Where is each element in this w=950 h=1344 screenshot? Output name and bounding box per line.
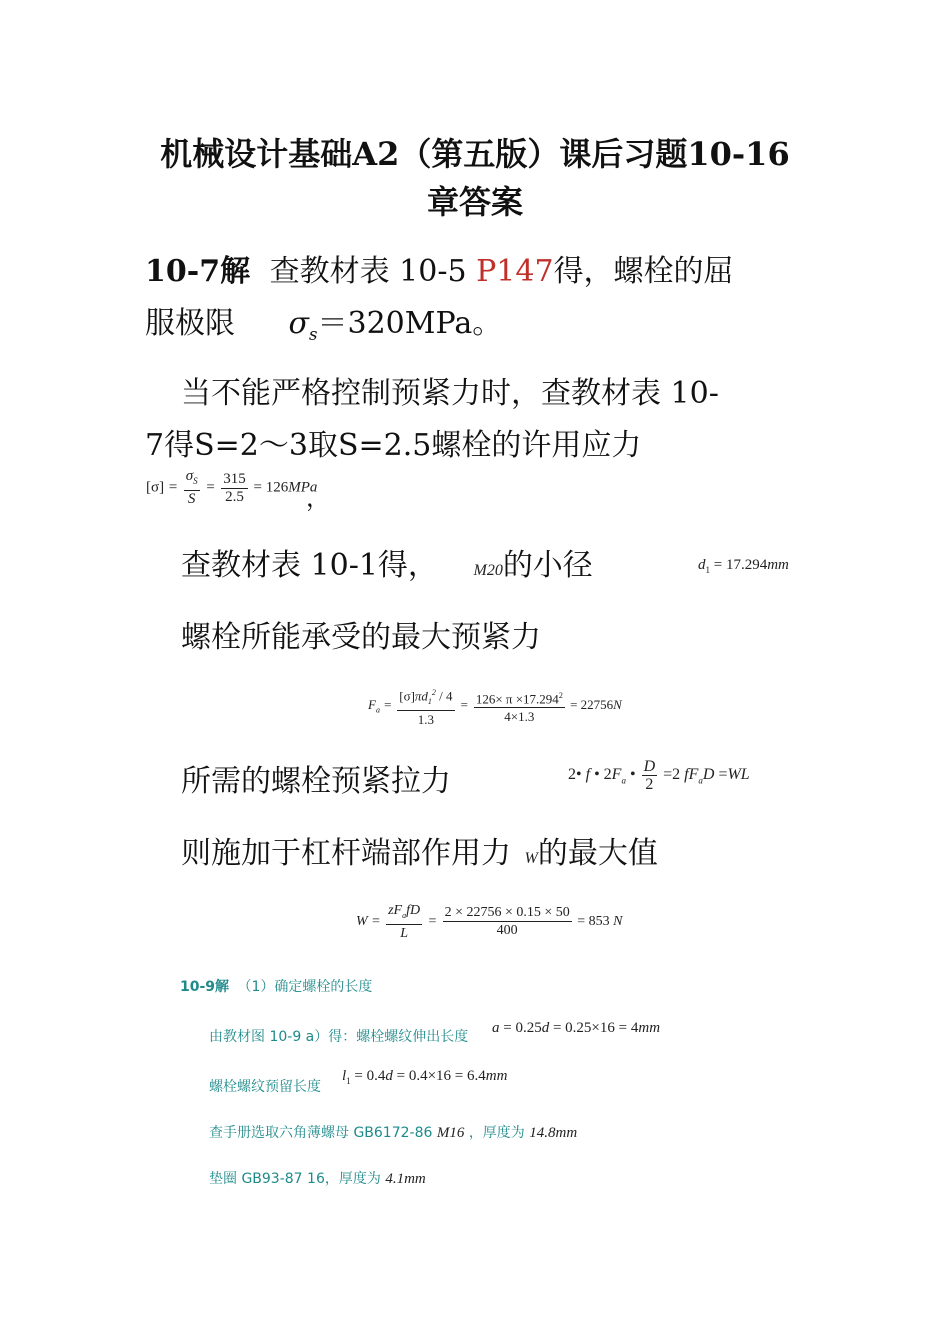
d1-formula: $d_1 = 17.294mm$ [698, 557, 789, 575]
force-w-formula: W = $\frac{zF_afD}{L}$ = $\frac{2 \times 22756 \times 0.15 \times 50}{400}$ = 853 N [356, 903, 623, 941]
nut-selection-text [209, 1122, 577, 1142]
title-line-1: 机械设计基础A2（第五版）课后习题10-16 [160, 135, 790, 173]
nut-selection-label: 查手册选取六角薄螺母 GB6172-86 [209, 1125, 433, 1141]
m16-symbol: M16 [436, 1125, 465, 1141]
thread-extension-formula: a = 0.25d = 0.25×16 = 4mm [492, 1020, 661, 1036]
nut-thickness-label: ，厚度为 [468, 1125, 525, 1141]
m20-text: 查教材表 10-1得， [181, 548, 438, 583]
problem-10-7 [145, 246, 825, 361]
allowable-line-2: 7得S=2～3取S=2.5螺栓的许用应力 [145, 428, 642, 463]
washer-label: 垫圈 GB93-87 16，厚度为 [209, 1171, 381, 1187]
sigma-s-value: ＝320MPa。 [317, 306, 503, 341]
m20-symbol: M20 [473, 562, 503, 579]
allowable-stress-paragraph [145, 368, 825, 472]
problem-10-9-header [180, 976, 372, 996]
document-title [120, 130, 830, 226]
force-w-paragraph [181, 828, 658, 885]
washer-thickness-value: 4.1mm [385, 1171, 426, 1187]
problem-10-9-step: （1）确定螺栓的长度 [237, 979, 373, 995]
allowable-stress-formula: [σ] = $\frac{\sigma_S}{S}$ = $\frac{315}{2.5}$ = 126MPa [146, 468, 318, 507]
comma: ， [306, 484, 330, 512]
nut-thickness-value: 14.8mm [529, 1125, 578, 1141]
yield-limit-label: 服极限 [145, 306, 235, 341]
problem-10-7-label: 10-7解 [145, 254, 251, 289]
max-preload-text: 螺栓所能承受的最大预紧力 [181, 620, 541, 655]
allowable-line-1: 当不能严格控制预紧力时，查教材表 10- [181, 376, 719, 411]
thread-reserve-formula: $l_1 = 0.4d = 0.4\times 16 = 6.4mm$ [342, 1068, 508, 1086]
m20-text-2: 的小径 [502, 548, 593, 583]
sigma-s-symbol: $\sigma_s$ [288, 306, 318, 344]
problem-10-9-label: 10-9解 [180, 979, 230, 995]
title-line-2: 章答案 [426, 183, 523, 221]
thread-extension-text: 由教材图 10-9 a）得：螺栓螺纹伸出长度 [209, 1029, 469, 1045]
problem-10-7-text-2: 得，螺栓的屈 [553, 254, 734, 289]
problem-10-7-text: 查教材表 10-5 [269, 254, 477, 289]
thread-reserve-text: 螺栓螺纹预留长度 [209, 1079, 321, 1095]
page-ref: P147 [476, 254, 554, 289]
m20-paragraph [181, 540, 593, 597]
required-preload-formula: 2• f • $2F_a$ • $\frac{D}{2}$ =2 $fF_aD =WL$ [568, 758, 750, 793]
force-w-text: 则施加于杠杆端部作用力 [181, 836, 511, 871]
force-w-text-2: 的最大值 [537, 836, 658, 871]
washer-text [209, 1168, 426, 1188]
max-preload-formula: $F_a$ = $\frac{[\sigma]\pi d_1^2 / 4}{1.3}$ = $\frac{126\times \pi \times 17.294^2}{4\times 1.3}$ = 22756N [368, 684, 622, 728]
w-symbol: W [524, 850, 538, 867]
required-preload-text: 所需的螺栓预紧拉力 [181, 764, 451, 799]
